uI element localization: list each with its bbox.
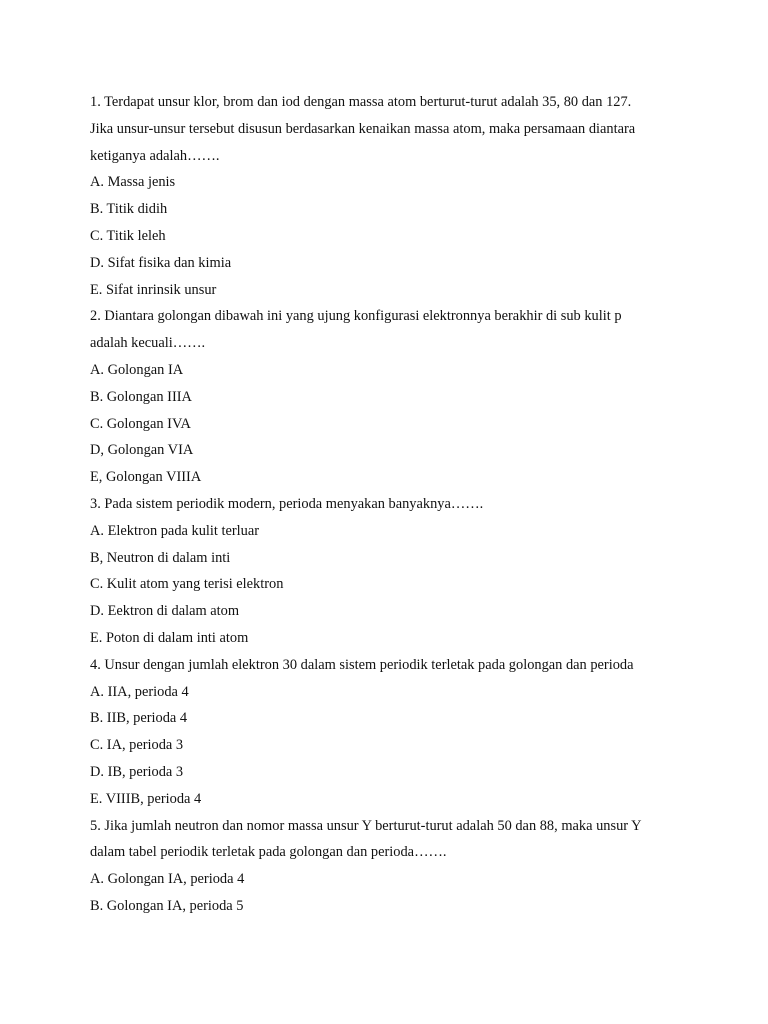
question-1-option-b: B. Titik didih xyxy=(90,201,168,218)
question-3-option-b: B, Neutron di dalam inti xyxy=(90,549,231,566)
question-4-option-c: C. IA, perioda 3 xyxy=(90,737,184,754)
question-3-line-1: 3. Pada sistem periodik modern, perioda menyakan banyaknya……. xyxy=(90,495,484,512)
question-3-option-e: E. Poton di dalam inti atom xyxy=(90,629,249,646)
question-4-line-1: 4. Unsur dengan jumlah elektron 30 dalam sistem periodik terletak pada golongan dan perioda xyxy=(90,656,634,673)
question-5-option-b: B. Golongan IA, perioda 5 xyxy=(90,897,244,914)
question-1-option-d: D. Sifat fisika dan kimia xyxy=(90,254,232,271)
question-4-option-e: E. VIIIB, perioda 4 xyxy=(90,790,202,807)
question-1-option-e: E. Sifat inrinsik unsur xyxy=(90,281,217,298)
question-3-option-c: C. Kulit atom yang terisi elektron xyxy=(90,576,284,593)
question-4-option-b: B. IIB, perioda 4 xyxy=(90,710,188,727)
question-5-option-a: A. Golongan IA, perioda 4 xyxy=(90,871,245,888)
question-4-option-d: D. IB, perioda 3 xyxy=(90,763,184,780)
question-1-option-c: C. Titik leleh xyxy=(90,227,166,244)
question-1-line-2: Jika unsur-unsur tersebut disusun berdasarkan kenaikan massa atom, maka persamaan diantara xyxy=(90,120,636,137)
question-2-line-2: adalah kecuali……. xyxy=(90,335,206,352)
question-1-option-a: A. Massa jenis xyxy=(90,174,176,191)
document-page xyxy=(90,89,690,920)
question-2-option-c: C. Golongan IVA xyxy=(90,415,191,432)
question-5-line-1: 5. Jika jumlah neutron dan nomor massa unsur Y berturut-turut adalah 50 dan 88, maka unsur Y xyxy=(90,817,642,834)
question-2-line-1: 2. Diantara golongan dibawah ini yang ujung konfigurasi elektronnya berakhir di sub kulit p xyxy=(90,308,622,325)
question-3-option-a: A. Elektron pada kulit terluar xyxy=(90,522,260,539)
question-2-option-d: D, Golongan VIA xyxy=(90,442,194,459)
question-1-line-1: 1. Terdapat unsur klor, brom dan iod dengan massa atom berturut-turut adalah 35, 80 dan 127. xyxy=(90,94,632,110)
question-3-option-d: D. Eektron di dalam atom xyxy=(90,603,240,620)
question-2-option-e: E, Golongan VIIIA xyxy=(90,469,202,486)
question-2-option-b: B. Golongan IIIA xyxy=(90,388,192,405)
question-2-option-a: A. Golongan IA xyxy=(90,361,184,378)
question-5-line-2: dalam tabel periodik terletak pada golongan dan perioda……. xyxy=(90,844,447,861)
question-4-option-a: A. IIA, perioda 4 xyxy=(90,683,189,700)
question-1-line-3: ketiganya adalah……. xyxy=(90,147,220,164)
